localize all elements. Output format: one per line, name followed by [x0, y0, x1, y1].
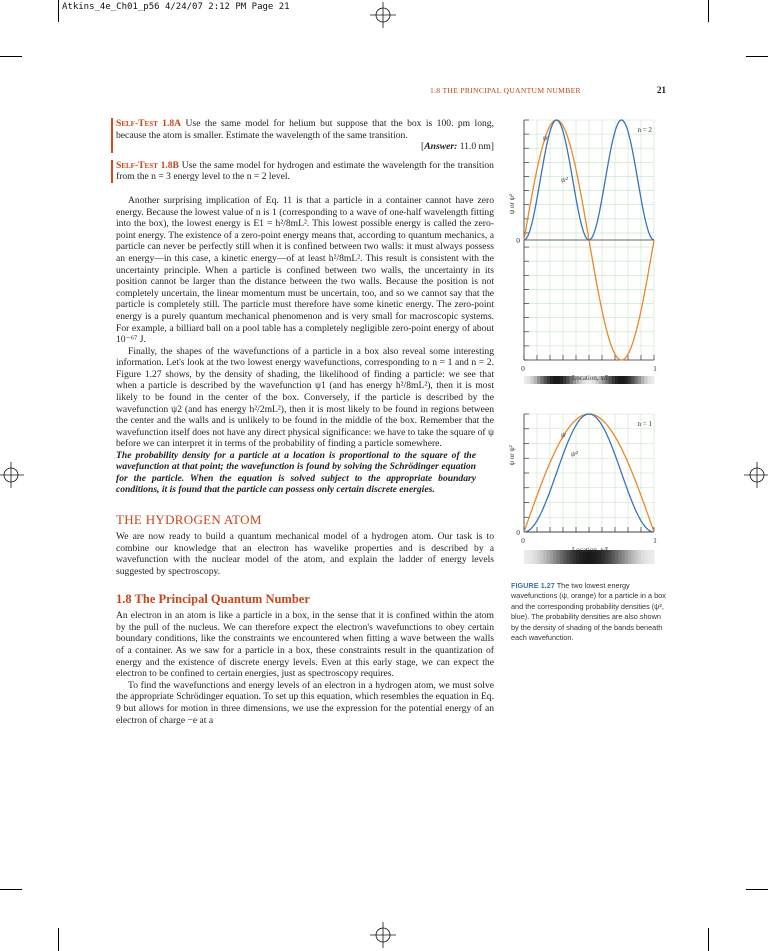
- crop-mark: [746, 889, 768, 890]
- chart-n1: [506, 404, 666, 566]
- main-text-column: [116, 118, 494, 726]
- density-band-segment: [628, 550, 632, 564]
- self-test-b-text: Use the same model for hydrogen and estimate the wavelength for the transition from the n = 3 energy level to the n = 2 level.: [116, 159, 494, 183]
- density-band-segment: [618, 376, 622, 384]
- density-band-segment: [566, 376, 570, 384]
- subsection-heading: 1.8 The Principal Quantum Number: [116, 591, 310, 606]
- density-band-segment: [547, 550, 551, 564]
- density-band-segment: [615, 376, 619, 384]
- density-band-segment: [631, 376, 635, 384]
- density-band-segment: [560, 550, 564, 564]
- density-band-segment: [641, 376, 645, 384]
- density-band-segment: [651, 376, 655, 384]
- y-tick-label: 0: [516, 236, 520, 245]
- density-band-segment: [625, 376, 629, 384]
- panel-label: n = 2: [637, 126, 652, 134]
- density-band-segment: [618, 550, 622, 564]
- x-tick-label: 0: [521, 536, 525, 545]
- x-axis-label: Location, x/L: [571, 374, 611, 382]
- registration-mark-top: [370, 2, 396, 28]
- psi-label: ψ: [543, 133, 548, 142]
- density-band-segment: [615, 550, 619, 564]
- density-band-segment: [534, 550, 538, 564]
- x-tick-label: 0: [521, 364, 525, 373]
- density-band-segment: [638, 550, 642, 564]
- density-band-segment: [524, 376, 528, 384]
- density-band-segment: [537, 550, 541, 564]
- density-band-segment: [557, 550, 561, 564]
- density-band-segment: [563, 376, 567, 384]
- key-principle: The probability density for a particle at a location is proportional to the square of the wavefunction at that point; the wavefunction is found by solving the Schrödinger equation for the particle. When the equation is solved subject to the appropriate boundary conditions, it is found that the particle can possess only certain discrete energies.: [116, 450, 476, 496]
- density-band-segment: [563, 550, 567, 564]
- paragraph-hydrogen-intro: We are now ready to build a quantum mechanical model of a hydrogen atom. Our task is to combine our knowledge that an electron has wavelike properties and is described by a wavefunction with the nuclear model of the atom, and explain the ladder of energy levels suggested by spectroscopy.: [116, 531, 494, 578]
- density-band-segment: [644, 550, 648, 564]
- density-band-segment: [566, 550, 570, 564]
- registration-mark-bottom: [370, 922, 396, 948]
- density-band-segment: [631, 550, 635, 564]
- paragraph-schrodinger-setup: To find the wavefunctions and energy levels of an electron in a hydrogen atom, we must solve the appropriate Schrödinger equation. To set up this equation, which resembles the equation in Eq. 9 but allows for motion in three dimensions, we use the expression for the potential energy of an electron of charge −e at a: [116, 679, 494, 726]
- density-band-segment: [534, 376, 538, 384]
- x-tick-label: 1: [653, 536, 657, 545]
- registration-mark-left: [0, 462, 24, 488]
- running-head-title: 1.8 THE PRINCIPAL QUANTUM NUMBER: [430, 86, 581, 95]
- crop-mark: [708, 0, 709, 22]
- panel-label: n = 1: [637, 420, 652, 428]
- density-band-segment: [648, 376, 652, 384]
- density-band-segment: [531, 376, 535, 384]
- crop-mark: [0, 889, 22, 890]
- psi-label: ψ: [561, 430, 566, 439]
- density-band-segment: [547, 376, 551, 384]
- crop-mark: [746, 56, 768, 57]
- density-band-segment: [644, 376, 648, 384]
- density-band-segment: [553, 550, 557, 564]
- caption-text: The two lowest energy wavefunctions (ψ, orange) for a particle in a box and the corresponding probability densities (ψ², blue). The probability densities are also shown by the density of shading of the bands beneath each wavefunction.: [511, 581, 666, 643]
- y-axis-label: ψ or ψ²: [508, 445, 516, 466]
- density-band-segment: [540, 550, 544, 564]
- density-band-segment: [527, 550, 531, 564]
- self-test-b-tag: Self-Test 1.8B: [116, 159, 179, 171]
- density-band-segment: [641, 550, 645, 564]
- chart-n2: [506, 112, 666, 384]
- y-tick-label: 0: [516, 528, 520, 537]
- density-band-segment: [622, 376, 626, 384]
- crop-mark: [708, 928, 709, 951]
- registration-mark-right: [744, 462, 768, 488]
- self-test-b: [111, 160, 494, 183]
- printer-slug: Atkins_4e_Ch01_p56 4/24/07 2:12 PM Page 21: [62, 2, 290, 12]
- density-band-segment: [550, 550, 554, 564]
- density-band-segment: [527, 376, 531, 384]
- caption-label: FIGURE 1.27: [511, 581, 555, 590]
- paragraph-electron-confined: An electron in an atom is like a particle in a box, in the sense that it is confined within the atom by the pull of the nucleus. We can therefore expect the electron's wavefunctions to obey certain boundary conditions, like the constraints we encountered when fitting a wave between the walls of a container. As we saw for a particle in a box, these constraints result in the quantization of energy and the existence of discrete energy levels. Even at this early stage, we can expect the electron to be confined to certain energies, just as spectroscopy requires.: [116, 610, 494, 680]
- page-number: 21: [657, 85, 666, 95]
- density-band-segment: [553, 376, 557, 384]
- self-test-a-tag: Self-Test 1.8A: [116, 118, 182, 129]
- density-band-segment: [544, 550, 548, 564]
- crop-mark: [0, 56, 22, 57]
- figure-caption: [511, 581, 667, 643]
- x-tick-label: 1: [653, 364, 657, 373]
- density-band-segment: [628, 376, 632, 384]
- psi-squared-label: ψ²: [571, 449, 578, 458]
- density-band-segment: [612, 376, 616, 384]
- answer-label: Answer:: [424, 141, 458, 153]
- density-band-segment: [557, 376, 561, 384]
- x-axis-label: Location, x/L: [571, 546, 611, 554]
- crop-mark: [58, 0, 59, 22]
- density-band-segment: [550, 376, 554, 384]
- density-band-segment: [537, 376, 541, 384]
- self-test-a: Self-Test 1.8A Use the same model for helium but suppose that the box is 100. pm long, because the atom is smaller. Estimate the wavelength of the same transition. [Answer: 11.0 nm]: [111, 118, 494, 153]
- density-band-segment: [638, 376, 642, 384]
- paragraph-wavefunction-shapes: Finally, the shapes of the wavefunctions of a particle in a box also reveal some interesting information. Let's look at the two lowest energy wavefunctions, corresponding to n = 1 and n = 2. Figure 1.27 shows, by the density of shading, the likelihood of finding a particle: we see that when a particle is described by the wavefunction ψ1 (and has energy h²/8mL²), then it is most likely to be found in the center of the box. Conversely, if the particle is described by the wavefunction ψ2 (and has energy h²/2mL²), then it is most likely to be found in regions between the center and the walls and is unlikely to be found in the middle of the box. Remember that the wavefunction itself does not have any direct physical significance: we have to take the square of ψ before we can interpret it in terms of the probability of finding a particle somewhere.: [116, 345, 494, 450]
- crop-mark: [58, 928, 59, 951]
- density-band-segment: [635, 376, 639, 384]
- density-band-segment: [524, 550, 528, 564]
- section-heading: THE HYDROGEN ATOM: [116, 511, 262, 527]
- density-band-segment: [531, 550, 535, 564]
- density-band-segment: [648, 550, 652, 564]
- density-band-segment: [612, 550, 616, 564]
- paragraph-zero-point-energy: Another surprising implication of Eq. 11 is that a particle in a container cannot have zero energy. Because the lowest value of n is 1 (corresponding to a wave of one-half wavelength fitting into the box), the lowest energy is E1 = h²/8mL². This lowest possible energy is called the zero-point energy. The existence of a zero-point energy means that, according to quantum mechanics, a particle can never be perfectly still when it is confined between two walls: it must always possess an energy—in this case, a kinetic energy—of at least h²/8mL². This result is consistent with the uncertainty principle. When a particle is confined between two walls, the uncertainty in its position cannot be larger than the distance between the two walls. Because the position is not completely uncertain, the linear momentum must be uncertain, too, and so we cannot say that the particle is completely still. The particle must therefore have some kinetic energy. The zero-point energy is a purely quantum mechanical phenomenon and is very small for macroscopic systems. For example, a billiard ball on a pool table has a completely negligible zero-point energy of about 10⁻⁶⁷ J.: [116, 194, 494, 346]
- density-band-segment: [625, 550, 629, 564]
- density-band-segment: [544, 376, 548, 384]
- y-axis-label: ψ or ψ²: [508, 193, 516, 215]
- self-test-a-text: Use the same model for helium but suppose that the box is 100. pm long, because the atom is smaller. Estimate the wavelength of the same transition.: [116, 118, 494, 141]
- density-band-segment: [651, 550, 655, 564]
- density-band-segment: [622, 550, 626, 564]
- psi-squared-label: ψ²: [561, 175, 568, 184]
- answer-value: 11.0 nm: [459, 141, 491, 153]
- density-band-segment: [540, 376, 544, 384]
- density-band-segment: [560, 376, 564, 384]
- running-head: [430, 86, 666, 95]
- density-band-segment: [635, 550, 639, 564]
